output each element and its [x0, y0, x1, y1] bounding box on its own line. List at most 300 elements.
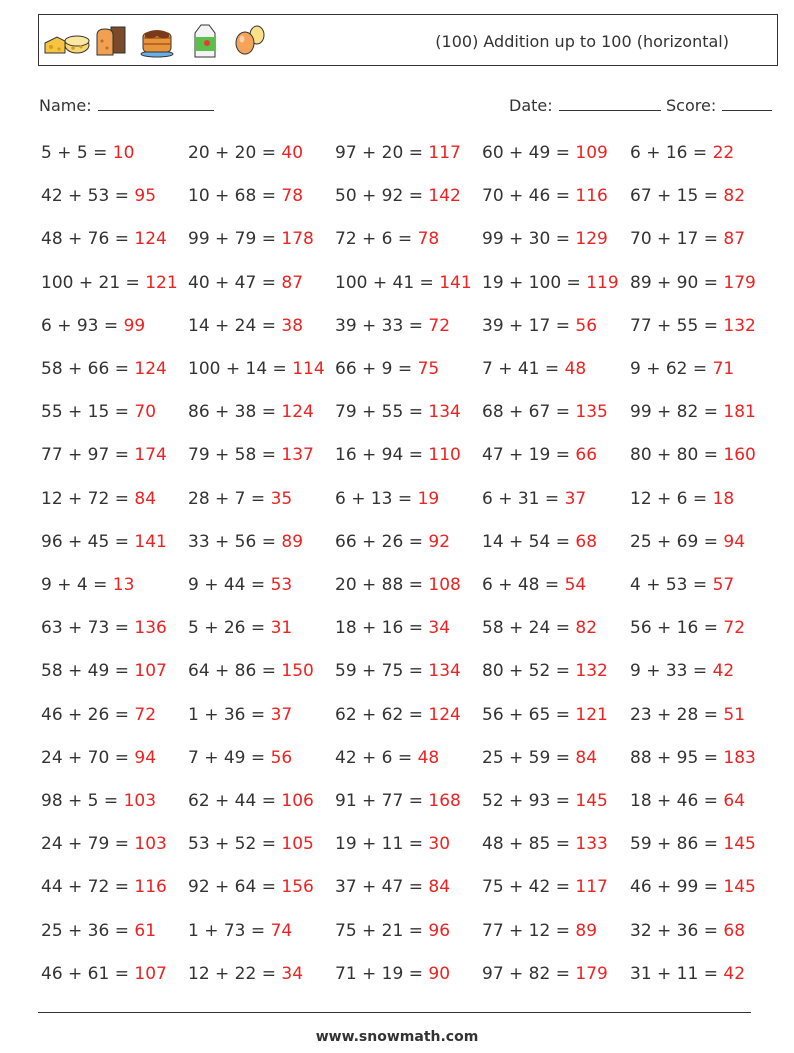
- problem-answer: 145: [723, 834, 756, 854]
- problem-answer: 141: [439, 273, 472, 293]
- problem-item: [630, 229, 745, 249]
- name-line: [98, 92, 214, 111]
- problem-question: 14 + 54 =: [482, 532, 576, 552]
- problem-question: 42 + 53 =: [41, 186, 135, 206]
- problem-answer: 183: [723, 748, 756, 768]
- problem-question: 67 + 15 =: [630, 186, 724, 206]
- problem-answer: 34: [428, 618, 451, 638]
- pancakes-icon: [141, 30, 173, 57]
- problem-item: [41, 359, 167, 379]
- problem-item: [188, 229, 314, 249]
- problem-item: [41, 229, 167, 249]
- score-field: [666, 92, 772, 115]
- problem-answer: 70: [134, 402, 157, 422]
- problem-answer: 107: [134, 661, 167, 681]
- problem-answer: 84: [134, 489, 157, 509]
- problem-question: 20 + 88 =: [335, 575, 429, 595]
- problem-answer: 181: [723, 402, 756, 422]
- problem-answer: 38: [281, 316, 304, 336]
- problem-item: [335, 143, 461, 163]
- eggs-icon: [236, 26, 264, 54]
- problem-item: [41, 186, 156, 206]
- problem-answer: 78: [417, 229, 440, 249]
- problem-question: 24 + 79 =: [41, 834, 135, 854]
- problem-question: 52 + 93 =: [482, 791, 576, 811]
- problem-item: [630, 748, 756, 768]
- problem-item: [188, 143, 303, 163]
- problem-answer: 89: [575, 921, 598, 941]
- problem-answer: 94: [134, 748, 157, 768]
- problem-answer: 61: [134, 921, 157, 941]
- problem-question: 100 + 21 =: [41, 273, 146, 293]
- problem-item: [630, 791, 745, 811]
- problem-item: [630, 921, 745, 941]
- problem-answer: 72: [723, 618, 746, 638]
- problem-question: 55 + 15 =: [41, 402, 135, 422]
- problem-question: 59 + 86 =: [630, 834, 724, 854]
- problem-item: [188, 575, 292, 595]
- problem-answer: 34: [281, 964, 304, 984]
- problem-answer: 121: [145, 273, 178, 293]
- problem-answer: 68: [575, 532, 598, 552]
- problem-item: [188, 791, 314, 811]
- problem-item: [482, 316, 597, 336]
- problem-question: 46 + 99 =: [630, 877, 724, 897]
- problem-answer: 95: [134, 186, 157, 206]
- problem-answer: 106: [281, 791, 314, 811]
- problem-item: [482, 661, 608, 681]
- problem-question: 66 + 9 =: [335, 359, 418, 379]
- problem-item: [482, 143, 608, 163]
- cheese-icon: [45, 36, 89, 53]
- problem-question: 70 + 46 =: [482, 186, 576, 206]
- problem-item: [41, 445, 167, 465]
- problem-answer: 31: [270, 618, 293, 638]
- problem-question: 31 + 11 =: [630, 964, 724, 984]
- problem-answer: 57: [712, 575, 735, 595]
- problem-item: [482, 402, 608, 422]
- problem-item: [41, 532, 167, 552]
- problem-answer: 74: [270, 921, 293, 941]
- problem-answer: 42: [723, 964, 746, 984]
- problem-question: 6 + 93 =: [41, 316, 124, 336]
- problem-answer: 48: [564, 359, 587, 379]
- problem-item: [335, 618, 450, 638]
- problem-item: [630, 575, 734, 595]
- problem-question: 1 + 36 =: [188, 705, 271, 725]
- problem-question: 75 + 42 =: [482, 877, 576, 897]
- problem-question: 20 + 20 =: [188, 143, 282, 163]
- problem-question: 1 + 73 =: [188, 921, 271, 941]
- problem-answer: 178: [281, 229, 314, 249]
- problem-item: [188, 748, 292, 768]
- problem-answer: 179: [723, 273, 756, 293]
- problem-question: 46 + 26 =: [41, 705, 135, 725]
- problem-question: 7 + 49 =: [188, 748, 271, 768]
- problem-question: 10 + 68 =: [188, 186, 282, 206]
- problem-item: [188, 316, 303, 336]
- problem-answer: 116: [134, 877, 167, 897]
- problem-answer: 48: [417, 748, 440, 768]
- problem-question: 97 + 20 =: [335, 143, 429, 163]
- problem-answer: 109: [575, 143, 608, 163]
- problem-question: 23 + 28 =: [630, 705, 724, 725]
- problem-question: 12 + 22 =: [188, 964, 282, 984]
- problem-question: 14 + 24 =: [188, 316, 282, 336]
- problem-item: [335, 661, 461, 681]
- problem-item: [482, 618, 597, 638]
- problem-item: [41, 575, 134, 595]
- problem-answer: 72: [134, 705, 157, 725]
- problem-answer: 37: [270, 705, 293, 725]
- problem-answer: 124: [134, 359, 167, 379]
- problem-item: [482, 186, 608, 206]
- problem-question: 6 + 13 =: [335, 489, 418, 509]
- problem-question: 89 + 90 =: [630, 273, 724, 293]
- name-field: [39, 92, 214, 115]
- problem-answer: 30: [428, 834, 451, 854]
- problem-item: [630, 143, 734, 163]
- problem-answer: 132: [723, 316, 756, 336]
- problem-answer: 150: [281, 661, 314, 681]
- problem-question: 6 + 48 =: [482, 575, 565, 595]
- problem-item: [630, 273, 756, 293]
- problem-question: 25 + 59 =: [482, 748, 576, 768]
- problem-answer: 145: [575, 791, 608, 811]
- problem-question: 99 + 82 =: [630, 402, 724, 422]
- problem-item: [630, 402, 756, 422]
- problem-item: [482, 359, 586, 379]
- problem-question: 47 + 19 =: [482, 445, 576, 465]
- problem-answer: 87: [281, 273, 304, 293]
- problem-question: 99 + 30 =: [482, 229, 576, 249]
- problem-question: 96 + 45 =: [41, 532, 135, 552]
- problem-answer: 141: [134, 532, 167, 552]
- problem-item: [482, 964, 608, 984]
- problem-question: 24 + 70 =: [41, 748, 135, 768]
- problem-answer: 92: [428, 532, 451, 552]
- problem-answer: 99: [123, 316, 146, 336]
- worksheet-title: (100) Addition up to 100 (horizontal): [435, 32, 729, 51]
- problem-question: 62 + 62 =: [335, 705, 429, 725]
- problem-item: [188, 445, 314, 465]
- date-label: Date:: [509, 96, 553, 115]
- problem-answer: 156: [281, 877, 314, 897]
- problem-question: 5 + 26 =: [188, 618, 271, 638]
- problem-question: 77 + 55 =: [630, 316, 724, 336]
- problem-item: [41, 964, 167, 984]
- problem-item: [482, 705, 608, 725]
- problem-item: [41, 921, 156, 941]
- problem-item: [335, 359, 439, 379]
- problem-item: [41, 748, 156, 768]
- problem-question: 44 + 72 =: [41, 877, 135, 897]
- problem-answer: 35: [270, 489, 293, 509]
- problem-item: [188, 705, 292, 725]
- problem-item: [188, 661, 314, 681]
- problem-item: [482, 877, 608, 897]
- problem-item: [188, 273, 303, 293]
- problem-question: 80 + 80 =: [630, 445, 724, 465]
- problem-question: 100 + 14 =: [188, 359, 293, 379]
- problem-answer: 134: [428, 402, 461, 422]
- problem-answer: 75: [417, 359, 440, 379]
- problem-answer: 19: [417, 489, 440, 509]
- problem-item: [630, 618, 745, 638]
- header-icons: [43, 21, 273, 61]
- problem-item: [482, 273, 619, 293]
- score-label: Score:: [666, 96, 717, 115]
- problem-question: 9 + 62 =: [630, 359, 713, 379]
- problem-answer: 84: [575, 748, 598, 768]
- problem-question: 18 + 16 =: [335, 618, 429, 638]
- problem-item: [41, 791, 156, 811]
- problem-item: [188, 964, 303, 984]
- problem-question: 9 + 33 =: [630, 661, 713, 681]
- problem-item: [482, 834, 608, 854]
- worksheet-header: [38, 14, 778, 66]
- problem-question: 40 + 47 =: [188, 273, 282, 293]
- problem-question: 46 + 61 =: [41, 964, 135, 984]
- problem-question: 58 + 66 =: [41, 359, 135, 379]
- problem-answer: 174: [134, 445, 167, 465]
- problem-answer: 110: [428, 445, 461, 465]
- problem-question: 42 + 6 =: [335, 748, 418, 768]
- problem-item: [335, 921, 450, 941]
- date-line: [559, 92, 661, 111]
- problem-question: 68 + 67 =: [482, 402, 576, 422]
- problem-answer: 135: [575, 402, 608, 422]
- problem-item: [41, 489, 156, 509]
- problem-item: [335, 791, 461, 811]
- problem-answer: 124: [134, 229, 167, 249]
- problem-question: 5 + 5 =: [41, 143, 113, 163]
- problem-question: 4 + 53 =: [630, 575, 713, 595]
- problem-item: [335, 964, 450, 984]
- problem-item: [335, 532, 450, 552]
- problem-question: 56 + 16 =: [630, 618, 724, 638]
- problem-item: [335, 402, 461, 422]
- problem-answer: 121: [575, 705, 608, 725]
- problem-question: 66 + 26 =: [335, 532, 429, 552]
- problem-answer: 179: [575, 964, 608, 984]
- problem-answer: 56: [575, 316, 598, 336]
- problem-answer: 107: [134, 964, 167, 984]
- problem-item: [41, 834, 167, 854]
- problem-question: 12 + 72 =: [41, 489, 135, 509]
- problem-question: 59 + 75 =: [335, 661, 429, 681]
- problem-answer: 103: [123, 791, 157, 811]
- problem-item: [188, 877, 314, 897]
- problem-answer: 129: [575, 229, 608, 249]
- problem-question: 91 + 77 =: [335, 791, 429, 811]
- problem-question: 6 + 16 =: [630, 143, 713, 163]
- problem-question: 9 + 44 =: [188, 575, 271, 595]
- problem-item: [41, 273, 178, 293]
- problem-item: [482, 532, 597, 552]
- problem-answer: 137: [281, 445, 314, 465]
- problem-item: [630, 834, 756, 854]
- problem-answer: 71: [712, 359, 735, 379]
- problem-item: [482, 489, 586, 509]
- problem-item: [482, 445, 597, 465]
- problem-item: [188, 359, 325, 379]
- problem-item: [335, 445, 461, 465]
- problem-item: [482, 575, 586, 595]
- problem-answer: 119: [586, 273, 619, 293]
- milk-carton-icon: [195, 25, 215, 57]
- problem-question: 48 + 76 =: [41, 229, 135, 249]
- problem-answer: 51: [723, 705, 746, 725]
- problem-answer: 134: [428, 661, 461, 681]
- problem-item: [41, 618, 167, 638]
- problem-answer: 68: [723, 921, 746, 941]
- problem-answer: 84: [428, 877, 451, 897]
- problem-answer: 22: [712, 143, 735, 163]
- problem-answer: 82: [723, 186, 746, 206]
- problem-answer: 13: [112, 575, 135, 595]
- problem-question: 19 + 100 =: [482, 273, 587, 293]
- problem-question: 75 + 21 =: [335, 921, 429, 941]
- problem-answer: 87: [723, 229, 746, 249]
- problem-item: [188, 532, 303, 552]
- problem-question: 25 + 69 =: [630, 532, 724, 552]
- problem-answer: 160: [723, 445, 756, 465]
- problem-question: 19 + 11 =: [335, 834, 429, 854]
- problem-question: 63 + 73 =: [41, 618, 135, 638]
- problem-question: 100 + 41 =: [335, 273, 440, 293]
- problem-item: [630, 661, 734, 681]
- problem-item: [482, 229, 608, 249]
- problem-item: [335, 316, 450, 336]
- problem-item: [482, 921, 597, 941]
- problem-question: 60 + 49 =: [482, 143, 576, 163]
- problem-question: 50 + 92 =: [335, 186, 429, 206]
- problem-question: 99 + 79 =: [188, 229, 282, 249]
- problem-item: [41, 705, 156, 725]
- problem-question: 79 + 55 =: [335, 402, 429, 422]
- problem-question: 28 + 7 =: [188, 489, 271, 509]
- problem-question: 39 + 33 =: [335, 316, 429, 336]
- problem-answer: 117: [428, 143, 461, 163]
- problem-question: 77 + 12 =: [482, 921, 576, 941]
- footer-website: www.snowmath.com: [315, 1029, 479, 1045]
- problem-item: [630, 445, 756, 465]
- problem-question: 62 + 44 =: [188, 791, 282, 811]
- problem-answer: 42: [712, 661, 735, 681]
- problem-question: 92 + 64 =: [188, 877, 282, 897]
- problem-item: [630, 877, 756, 897]
- problem-answer: 90: [428, 964, 451, 984]
- problem-question: 12 + 6 =: [630, 489, 713, 509]
- problem-answer: 94: [723, 532, 746, 552]
- toast-icon: [97, 27, 125, 55]
- problem-item: [335, 273, 472, 293]
- problem-question: 18 + 46 =: [630, 791, 724, 811]
- date-field: [509, 92, 661, 115]
- problem-question: 79 + 58 =: [188, 445, 282, 465]
- problem-item: [41, 661, 167, 681]
- problem-answer: 82: [575, 618, 598, 638]
- problem-answer: 56: [270, 748, 293, 768]
- footer-divider: [38, 1012, 751, 1013]
- problem-item: [630, 532, 745, 552]
- problem-item: [41, 316, 145, 336]
- problem-item: [188, 186, 303, 206]
- problem-question: 25 + 36 =: [41, 921, 135, 941]
- problem-question: 58 + 24 =: [482, 618, 576, 638]
- problem-answer: 89: [281, 532, 304, 552]
- problem-answer: 108: [428, 575, 461, 595]
- problem-question: 88 + 95 =: [630, 748, 724, 768]
- problem-item: [41, 877, 167, 897]
- problem-item: [188, 921, 292, 941]
- problem-answer: 66: [575, 445, 598, 465]
- problem-answer: 64: [723, 791, 746, 811]
- problem-question: 77 + 97 =: [41, 445, 135, 465]
- problem-answer: 133: [575, 834, 608, 854]
- problem-item: [630, 964, 745, 984]
- problem-answer: 96: [428, 921, 451, 941]
- problem-answer: 114: [292, 359, 325, 379]
- problem-item: [630, 186, 745, 206]
- problem-item: [335, 705, 461, 725]
- problem-question: 97 + 82 =: [482, 964, 576, 984]
- problem-question: 64 + 86 =: [188, 661, 282, 681]
- problem-item: [630, 316, 756, 336]
- problem-item: [630, 359, 734, 379]
- problem-answer: 103: [134, 834, 167, 854]
- problem-answer: 168: [428, 791, 461, 811]
- problem-question: 80 + 52 =: [482, 661, 576, 681]
- problem-item: [335, 489, 439, 509]
- problem-answer: 37: [564, 489, 587, 509]
- problem-question: 72 + 6 =: [335, 229, 418, 249]
- problem-question: 58 + 49 =: [41, 661, 135, 681]
- problem-answer: 145: [723, 877, 756, 897]
- problem-question: 53 + 52 =: [188, 834, 282, 854]
- problem-answer: 10: [112, 143, 135, 163]
- problem-question: 37 + 47 =: [335, 877, 429, 897]
- problem-question: 39 + 17 =: [482, 316, 576, 336]
- problem-answer: 72: [428, 316, 451, 336]
- problem-answer: 132: [575, 661, 608, 681]
- problem-item: [335, 834, 450, 854]
- problem-question: 56 + 65 =: [482, 705, 576, 725]
- problem-question: 48 + 85 =: [482, 834, 576, 854]
- problem-item: [188, 402, 314, 422]
- problem-question: 7 + 41 =: [482, 359, 565, 379]
- problem-item: [630, 489, 734, 509]
- problem-question: 32 + 36 =: [630, 921, 724, 941]
- problem-answer: 117: [575, 877, 608, 897]
- problem-item: [482, 748, 597, 768]
- problem-question: 98 + 5 =: [41, 791, 124, 811]
- problem-item: [335, 877, 450, 897]
- problem-answer: 105: [281, 834, 314, 854]
- problem-question: 6 + 31 =: [482, 489, 565, 509]
- problem-item: [630, 705, 745, 725]
- problem-item: [482, 791, 608, 811]
- problem-question: 70 + 17 =: [630, 229, 724, 249]
- problem-question: 71 + 19 =: [335, 964, 429, 984]
- problem-answer: 53: [270, 575, 293, 595]
- problem-question: 16 + 94 =: [335, 445, 429, 465]
- problem-answer: 78: [281, 186, 304, 206]
- problem-item: [335, 229, 439, 249]
- problem-answer: 124: [281, 402, 314, 422]
- problem-item: [335, 748, 439, 768]
